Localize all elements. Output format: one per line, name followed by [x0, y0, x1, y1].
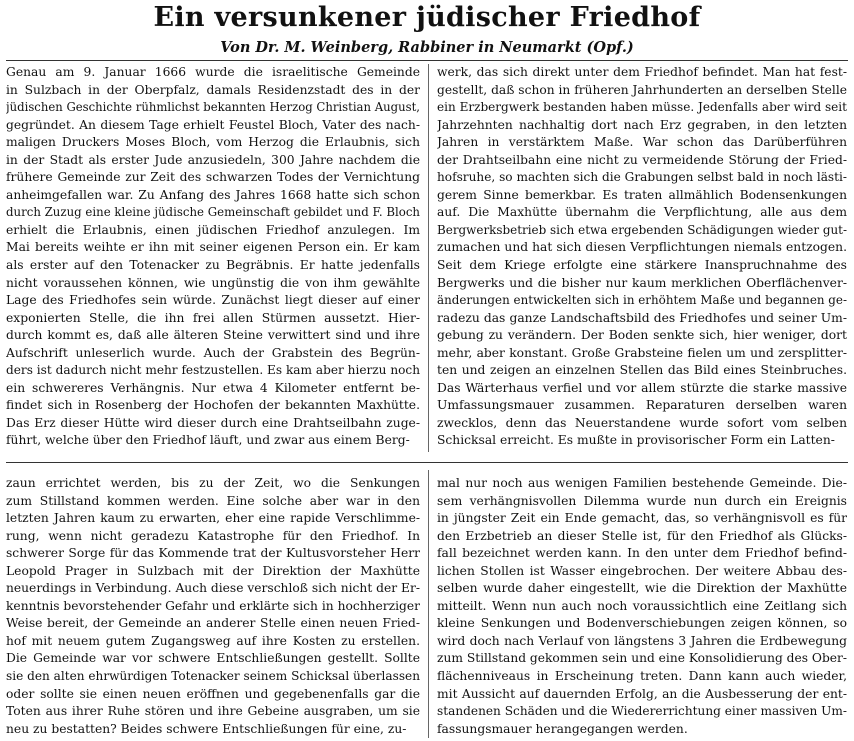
text-line: Jahrzehnten nachhaltig dort nach Erz gegraben, in den letzten [437, 117, 847, 132]
text-line: jüdischen Geschichte rühmlichst bekannten Herzog Christian August, [6, 100, 420, 115]
text-line: fassungsmauer herangegangen werden. [437, 721, 688, 736]
text-line: letzten Jahren kaum zu erwarten, eher eine rapide Verschlimme- [6, 511, 420, 526]
text-line: in Sulzbach in der Oberpfalz, damals Residenzstadt des in der [6, 82, 420, 97]
text-line: auf. Die Maxhütte übernahm die Verpflichtung, alle aus dem [437, 205, 847, 220]
article-title: Ein versunkener jüdischer Friedhof [153, 2, 701, 33]
text-line: ein schwereres Verhängnis. Nur etwa 4 Kilometer entfernt be- [6, 380, 420, 395]
text-line: Mai bereits weihte er ihn mit seiner eigenen Person ein. Er kam [6, 240, 420, 255]
text-line: findet sich in Rosenberg der Hochofen der bekannten Maxhütte. [6, 398, 420, 413]
text-line: standenen Schäden und die Wiedererrichtung einer massiven Um- [437, 704, 847, 719]
text-line: Seit dem Kriege erfolgte eine stärkere Inanspruchnahme des [437, 258, 847, 273]
text-line: Leopold Prager in Sulzbach mit der Direktion der Maxhütte [6, 563, 420, 578]
text-line: gestellt, daß schon in früheren Jahrhunderten an derselben Stelle [437, 82, 847, 97]
text-line: gebung zu verändern. Der Boden senkte sich, hier weniger, dort [437, 328, 847, 343]
text-line: radezu das ganze Landschaftsbild des Friedhofes und seiner Um- [437, 310, 847, 325]
text-line: den Erzbetrieb an dieser Stelle ist, für den Friedhof als Glücks- [437, 528, 847, 543]
text-line: führt, welche über den Friedhof läuft, und zwar aus einem Berg- [6, 433, 410, 448]
text-line: selben wurde daher eingestellt, wie die Direktion der Maxhütte [437, 581, 847, 596]
text-line: maligen Druckers Moses Bloch, vom Herzog die Erlaubnis, sich [6, 135, 420, 150]
column-top-left [6, 64, 420, 450]
text-line: Das Erz dieser Hütte wird dieser durch eine Drahtseilbahn zuge- [6, 415, 420, 430]
text-line: in jüngster Zeit ein Ende gemacht, das, so verhängnisvoll es für [437, 511, 847, 526]
column-bottom-left [6, 475, 420, 738]
text-line: fall bezeichnet werden kann. In den unter dem Friedhof befind- [437, 546, 847, 561]
text-line: Umfassungsmauer zusammen. Reparaturen derselben waren [437, 398, 847, 413]
text-line: hof mit neuem gutem Zugangsweg auf ihre Kosten zu erstellen. [6, 633, 420, 648]
text-line: zwecklos, denn das Neuerstandene wurde sofort vom selben [437, 415, 847, 430]
header-rule [6, 60, 848, 61]
text-line: werk, das sich direkt unter dem Friedhof befindet. Man hat fest- [437, 65, 847, 79]
text-line: hofsruhe, so machten sich die Grabungen selbst bald in noch lästi- [437, 170, 847, 185]
text-line: änderungen entwickelten sich in erhöhtem Maße und begannen ge- [437, 293, 847, 308]
text-line: mitteilt. Wenn nun auch noch voraussichtlich eine Zeitlang sich [437, 598, 847, 613]
text-line: durch kommt es, daß alle älteren Steine verwittert sind und ihre [6, 328, 420, 343]
column-top-right [437, 64, 847, 450]
text-line: Bergwerks und die bisher nur kaum merklichen Oberflächenver- [437, 275, 847, 290]
text-line: kleine Senkungen und Bodenverschiebungen zeigen können, so [437, 616, 847, 631]
text-line: rung, wenn nicht geradezu Katastrophe für den Friedhof. In [6, 528, 420, 543]
text-line: Aufschrift unleserlich wurde. Auch der Grabstein des Begrün- [6, 345, 420, 360]
article-byline: Von Dr. M. Weinberg, Rabbiner in Neumarkt (Opf.) [220, 39, 634, 56]
text-line: durch Zuzug eine kleine jüdische Gemeinschaft gebildet und F. Bloch [6, 205, 420, 220]
text-line: flächenniveaus in Erscheinung treten. Dann kann auch wieder, [437, 669, 847, 684]
text-line: sem verhängnisvollen Dilemma wurde nun durch ein Ereignis [437, 493, 847, 508]
column-divider-bottom [428, 470, 429, 738]
text-line: zaun errichtet werden, bis zu der Zeit, wo die Senkungen [6, 476, 420, 490]
text-line: erhielt die Erlaubnis, einen jüdischen Friedhof anzulegen. Im [6, 222, 420, 237]
text-line: zum Stillstand gekommen sein und eine Konsolidierung des Ober- [437, 651, 847, 666]
text-line: ders ist dadurch nicht mehr festzustellen. Es kam aber hierzu noch [6, 363, 420, 378]
text-line: mehr, aber konstant. Große Grabsteine fielen um und zersplitter- [437, 345, 847, 360]
text-line: schwerer Sorge für das Kommende trat der Kultusvorsteher Herr [6, 546, 420, 561]
text-line: der Drahtseilbahn eine nicht zu vermeidende Störung der Fried- [437, 152, 847, 167]
text-line: Bergwerksbetrieb sich etwa ergebenden Schädigungen wieder gut- [437, 222, 847, 237]
text-line: gerem Sinne bemerkbar. Es traten allmählich Bodensenkungen [437, 187, 847, 202]
text-line: Das Wärterhaus verfiel und vor allem stürzte die starke massive [437, 380, 847, 395]
text-line: Schicksal erreicht. Es mußte in provisorischer Form ein Latten- [437, 433, 835, 448]
text-line: ein Erzbergwerk bestanden haben müsse. Jedenfalls aber wird seit [437, 100, 847, 115]
text-line: Weise bereit, der Gemeinde an anderer Stelle einen neuen Fried- [6, 616, 420, 631]
text-line: lichen Stollen ist Wasser eingebrochen. Der weitere Abbau des- [437, 563, 847, 578]
text-line: sie den alten ehrwürdigen Totenacker seinem Schicksal überlassen [6, 669, 420, 684]
text-line: Die Gemeinde war vor schwere Entschließungen gestellt. Sollte [6, 651, 420, 666]
text-line: nicht voraussehen können, wie ungünstig die von ihm gewählte [6, 275, 420, 290]
text-line: als erster auf den Totenacker zu Begräbnis. Er hatte jedenfalls [6, 258, 420, 273]
text-line: neuerdings in Verbindung. Auch diese verschloß sich nicht der Er- [6, 581, 420, 596]
text-line: oder sollte sie einen neuen eröffnen und gegebenenfalls gar die [6, 686, 420, 701]
text-line: Toten aus ihrer Ruhe stören und ihre Gebeine ausgraben, um sie [6, 704, 420, 719]
text-line: zum Stillstand kommen werden. Eine solche aber war in den [6, 493, 420, 508]
text-line: frühere Gemeinde zur Zeit des schwarzen Todes der Vernichtung [6, 170, 420, 185]
text-line: neu zu bestatten? Beides schwere Entschließungen für eine, zu- [6, 721, 407, 736]
text-line: Lage des Friedhofes sein würde. Zunächst liegt dieser auf einer [6, 293, 420, 308]
text-line: kenntnis bevorstehender Gefahr und erklärte sich in hochherziger [6, 598, 420, 613]
text-line: in der Stadt als erster Jude anzusiedeln, 300 Jahre nachdem die [6, 152, 420, 167]
text-line: exponierten Stelle, die ihn frei allen Stürmen aussetzt. Hier- [6, 310, 420, 325]
text-line: anheimgefallen war. Zu Anfang des Jahres 1668 hatte sich schon [6, 187, 420, 202]
text-line: mit Aussicht auf dauernden Erfolg, an die Ausbesserung der ent- [437, 686, 847, 701]
column-bottom-right [437, 475, 847, 738]
text-line: gegründet. An diesem Tage erhielt Feustel Bloch, Vater des nach- [6, 117, 420, 132]
text-line: ten und zeigen an einzelnen Stellen das Bild eines Steinbruches. [437, 363, 847, 378]
text-line: Jahren in verstärktem Maße. War schon das Darüberführen [437, 135, 847, 150]
section-rule [6, 462, 848, 463]
text-line: wird doch nach Verlauf von längstens 3 Jahren die Erdbewegung [437, 633, 847, 648]
text-line: mal nur noch aus wenigen Familien bestehende Gemeinde. Die- [437, 476, 847, 490]
text-line: Genau am 9. Januar 1666 wurde die israelitische Gemeinde [6, 65, 420, 79]
text-line: zumachen und hat sich diesen Verpflichtungen niemals entzogen. [437, 240, 847, 255]
column-divider-top [428, 64, 429, 452]
